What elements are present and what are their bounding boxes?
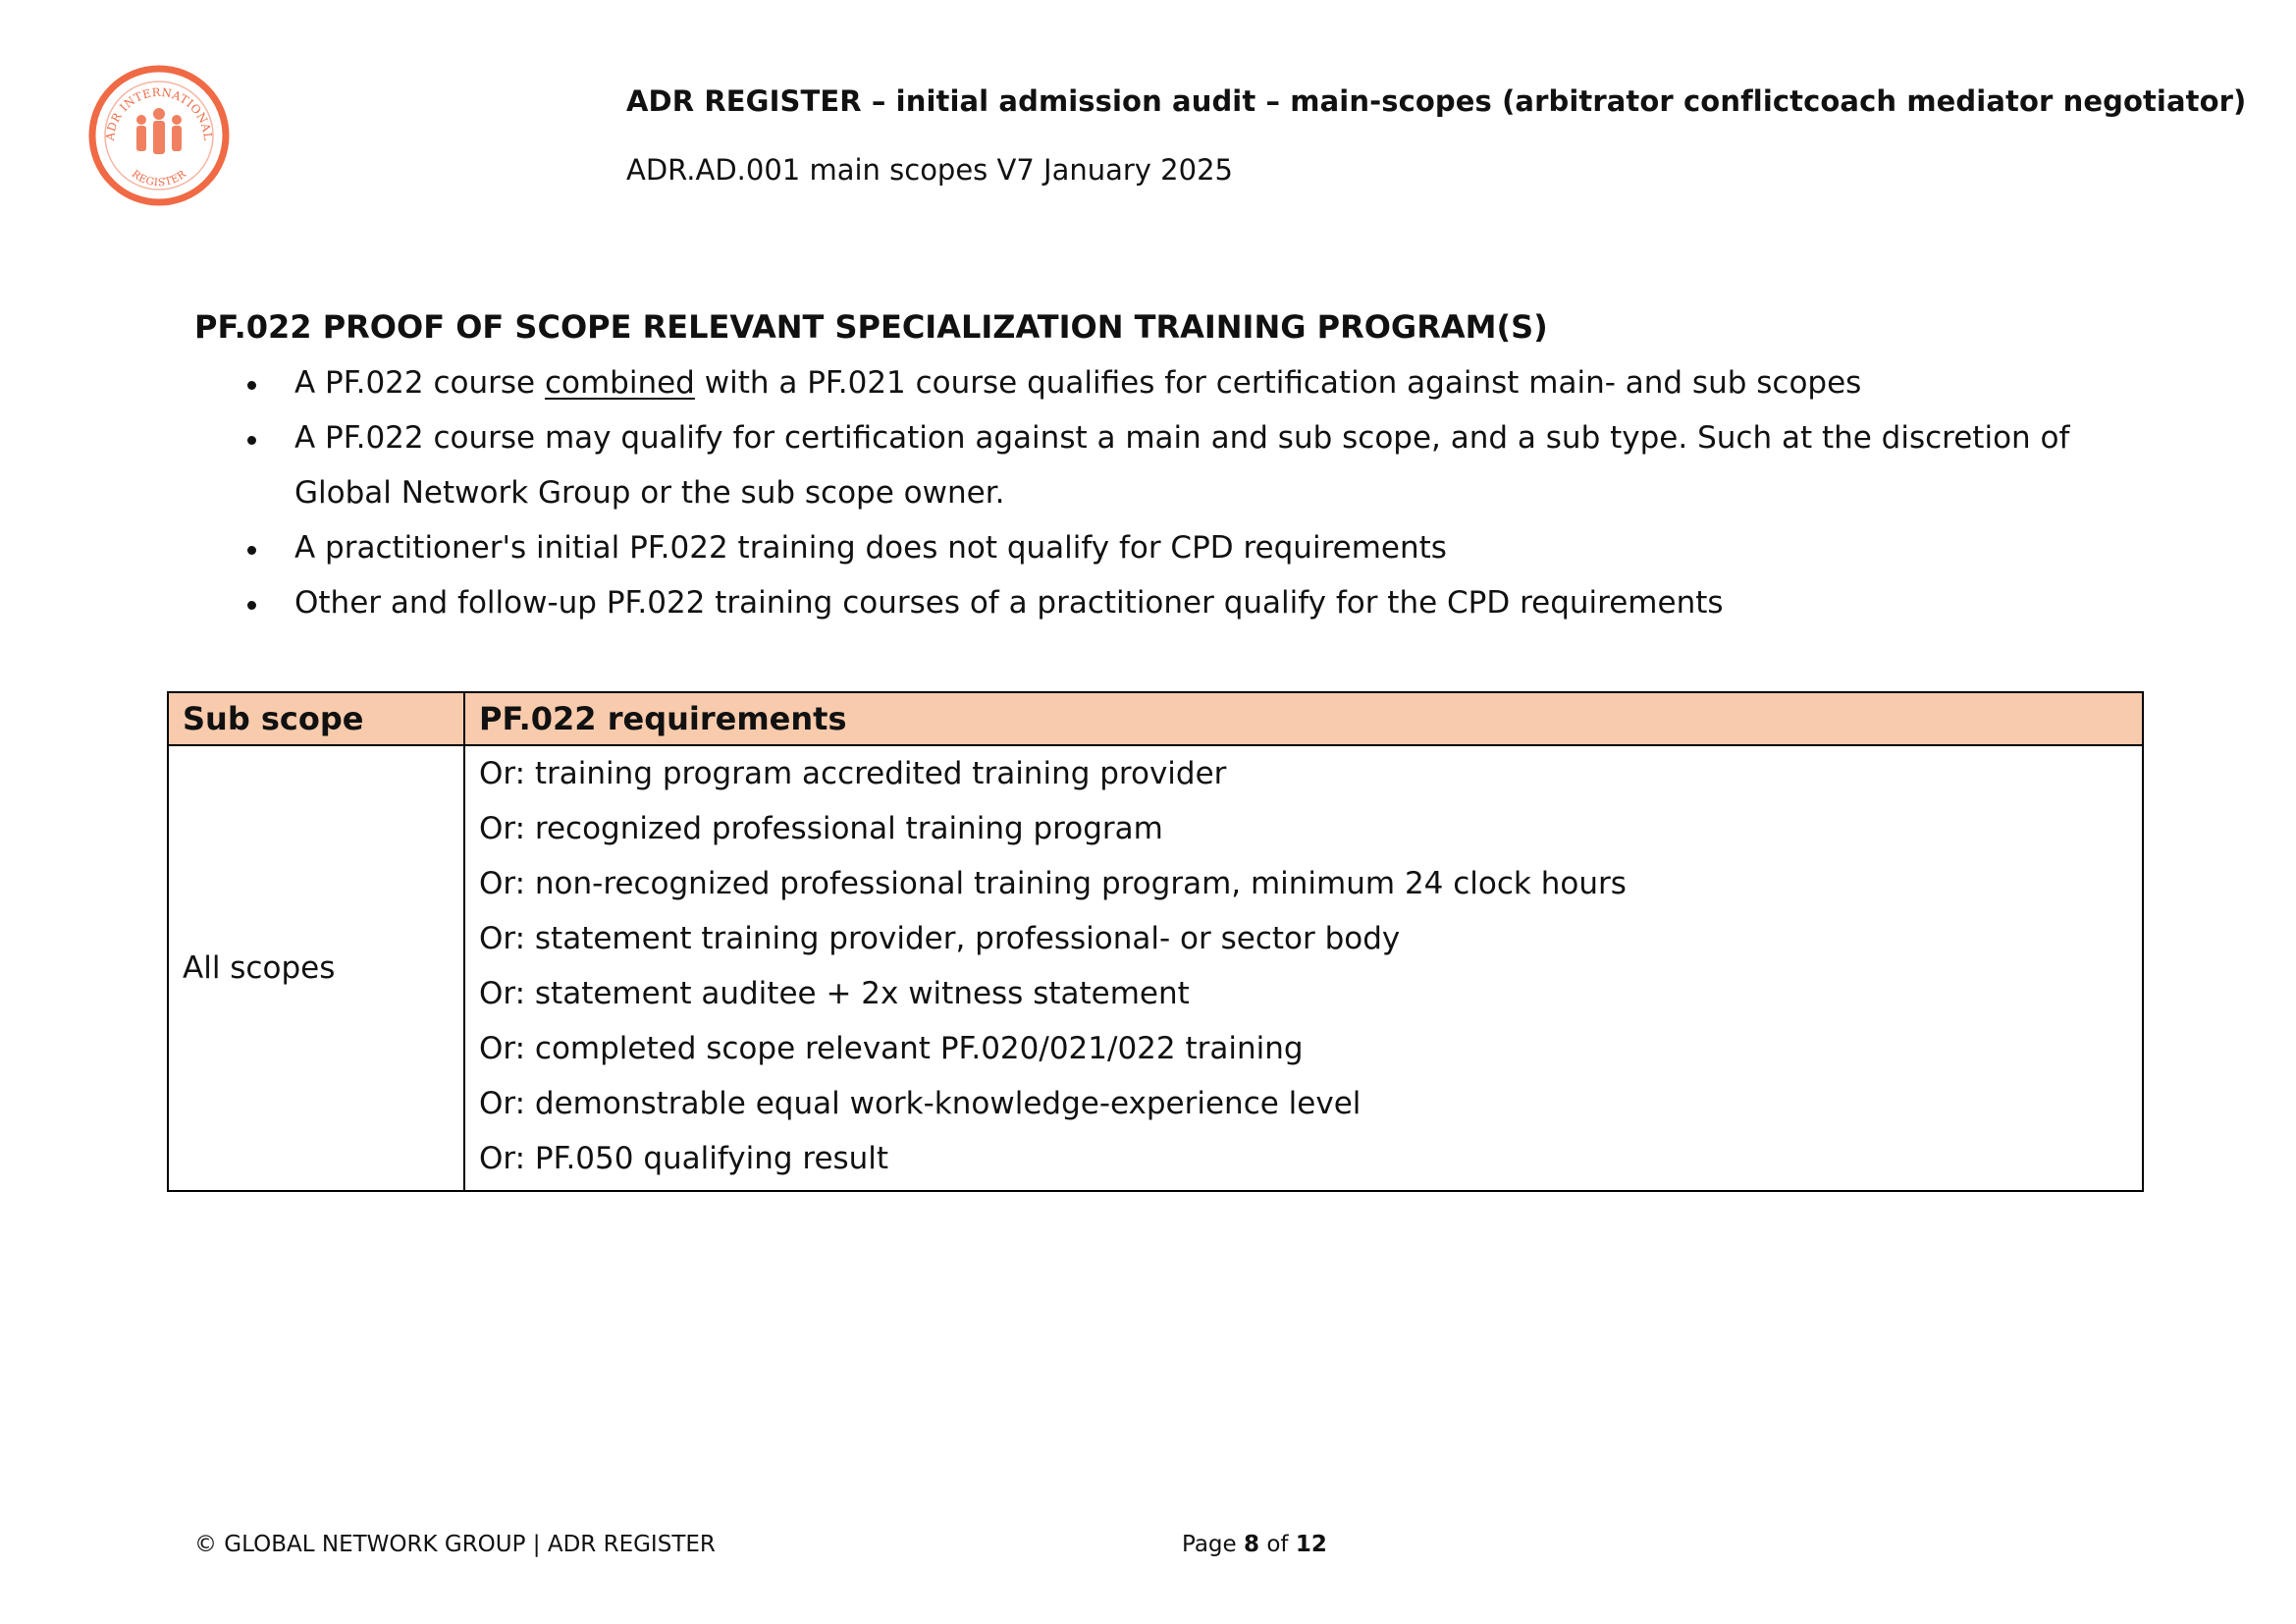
requirements-cell [464,745,2143,1191]
requirement-item: Or: training program accredited training provider [479,756,1227,791]
adr-international-register-logo [86,63,232,208]
requirement-item: Or: recognized professional training program [479,811,1163,846]
bullet-item: A PF.022 course may qualify for certification against a main and sub scope, and a sub type. Such at the discretion of Global Network Group or the sub scope owner. [243,410,2109,520]
footer-copyright: © GLOBAL NETWORK GROUP | ADR REGISTER [194,1532,716,1557]
scope-cell: All scopes [168,745,464,1191]
requirement-item: Or: statement auditee + 2x witness statement [479,976,1190,1011]
column-header-sub-scope: Sub scope [168,692,464,745]
svg-text:REGISTER: REGISTER [129,168,189,189]
requirement-item: Or: demonstrable equal work-knowledge-experience level [479,1086,1362,1121]
underlined-word: combined [544,365,695,401]
section-title: PF.022 PROOF OF SCOPE RELEVANT SPECIALIZATION TRAINING PROGRAM(S) [194,308,1548,346]
bullet-item: Other and follow-up PF.022 training courses of a practitioner qualify for the CPD requirements [243,575,2109,630]
column-header-requirements: PF.022 requirements [464,692,2143,745]
requirement-item: Or: PF.050 qualifying result [479,1141,889,1176]
table-row [168,745,2143,1191]
svg-text:ADR INTERNATIONAL: ADR INTERNATIONAL [102,84,216,141]
requirements-table [167,691,2144,1192]
requirement-item: Or: statement training provider, professional- or sector body [479,921,1401,956]
bullet-list [243,355,2109,630]
header-title: ADR REGISTER – initial admission audit – main-scopes (arbitrator conflictcoach mediator negotiator) [626,84,2247,118]
requirement-item: Or: completed scope relevant PF.020/021/022 training [479,1031,1304,1066]
requirement-item: Or: non-recognized professional training program, minimum 24 clock hours [479,866,1627,901]
bullet-item: A PF.022 course combined with a PF.021 course qualifies for certification against main- and sub scopes [243,355,2109,410]
table-header-row [168,692,2143,745]
header-subtitle: ADR.AD.001 main scopes V7 January 2025 [626,153,1233,187]
page-number: Page 8 of 12 [1182,1532,1327,1557]
bullet-item: A practitioner's initial PF.022 training does not qualify for CPD requirements [243,520,2109,575]
